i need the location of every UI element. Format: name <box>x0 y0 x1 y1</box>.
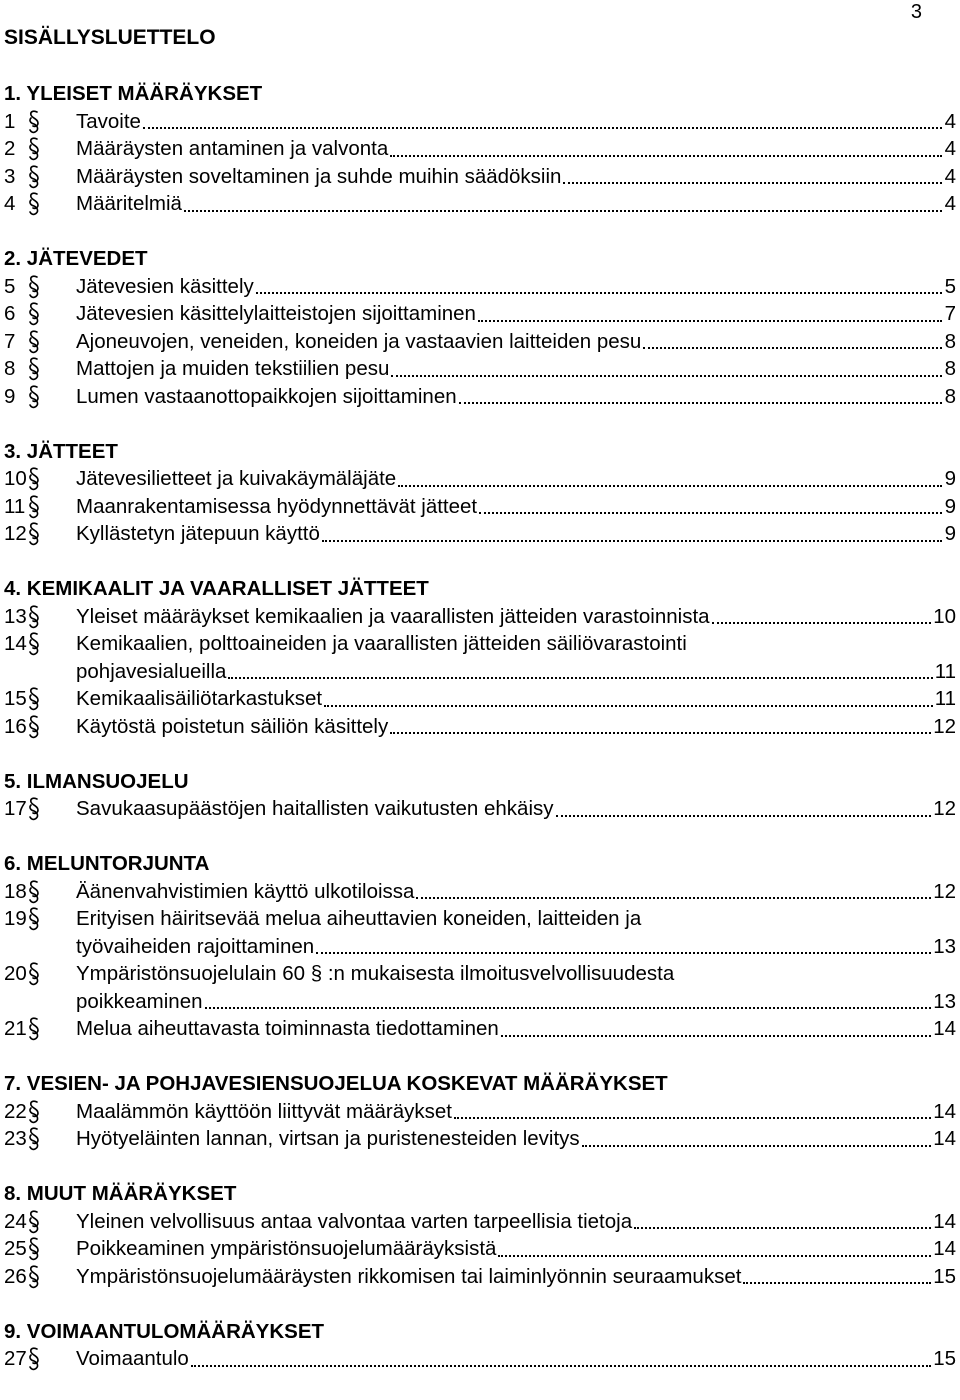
dot-leader <box>390 732 931 734</box>
dot-leader <box>256 292 942 294</box>
dot-leader <box>391 375 942 377</box>
section-sign-icon <box>26 878 76 904</box>
entry-title: Kyllästetyn jätepuun käyttö <box>76 522 320 545</box>
dot-leader <box>582 1145 932 1147</box>
dot-leader <box>478 320 942 322</box>
entry-page-number: 11 <box>934 687 956 710</box>
entry-title: Kemikaalien, polttoaineiden ja vaarallisten jätteiden säiliövarastointi <box>76 632 687 655</box>
entry-page-number: 14 <box>933 1127 956 1150</box>
document-title: SISÄLLYSLUETTELO <box>4 26 216 49</box>
section-sign-icon <box>26 355 76 381</box>
section-sign-icon <box>26 1208 76 1234</box>
section-sign-icon <box>26 520 76 546</box>
entry-number: 1 <box>4 109 16 133</box>
entry-title: Ympäristönsuojelumääräysten rikkomisen tai laiminlyönnin seuraamukset <box>76 1264 742 1288</box>
toc-entry <box>4 905 956 960</box>
section-sign-icon <box>26 603 76 629</box>
entry-page-number: 14 <box>933 1237 956 1260</box>
dot-leader <box>143 127 942 129</box>
toc-entry <box>4 630 956 685</box>
entry-page-number: 13 <box>933 989 956 1013</box>
section-sign-icon <box>26 493 76 519</box>
entry-title: Jätevesien käsittely <box>76 274 254 298</box>
entry-title: Poikkeaminen ympäristönsuojelumääräyksistä <box>76 1237 497 1260</box>
entry-number: 27 <box>4 1347 27 1370</box>
entry-page-number: 7 <box>944 302 956 325</box>
dot-leader <box>634 1227 931 1229</box>
toc-entry <box>4 713 956 741</box>
dot-leader <box>191 1365 931 1367</box>
toc-section <box>4 768 956 823</box>
entry-number: 8 <box>4 357 16 380</box>
entry-page-number: 12 <box>933 714 956 738</box>
entry-number: 25 <box>4 1237 27 1260</box>
entry-number: 17 <box>4 797 27 820</box>
entry-page-number: 8 <box>944 384 956 408</box>
dot-leader <box>743 1282 931 1284</box>
toc-entry <box>4 1235 956 1263</box>
entry-title: Ympäristönsuojelulain 60 § :n mukaisesta ilmoitusvelvollisuudesta <box>76 962 675 985</box>
entry-page-number: 14 <box>933 1017 956 1040</box>
entry-page-number: 9 <box>944 522 956 545</box>
entry-page-number: 15 <box>933 1347 956 1370</box>
dot-leader <box>184 210 942 212</box>
entry-number: 6 <box>4 302 16 325</box>
toc-entry <box>4 383 956 411</box>
section-sign-icon <box>26 383 76 409</box>
entry-number: 2 <box>4 137 16 160</box>
entry-number: 18 <box>4 879 27 903</box>
entry-number: 20 <box>4 962 27 985</box>
dot-leader <box>563 182 942 184</box>
entry-page-number: 4 <box>944 109 956 133</box>
section-heading: 6. MELUNTORJUNTA <box>4 852 210 875</box>
toc-entry <box>4 273 956 301</box>
section-sign-icon <box>26 1015 76 1041</box>
entry-number: 5 <box>4 274 16 298</box>
entry-title: Kemikaalisäiliötarkastukset <box>76 687 323 710</box>
entry-page-number: 9 <box>944 494 956 518</box>
entry-page-number: 15 <box>933 1264 956 1288</box>
entry-title: Tavoite <box>76 109 141 133</box>
entry-page-number: 14 <box>933 1099 956 1123</box>
entry-number: 14 <box>4 632 27 655</box>
section-heading: 9. VOIMAANTULOMÄÄRÄYKSET <box>4 1319 325 1343</box>
entry-title: Hyötyeläinten lannan, virtsan ja puristenesteiden levitys <box>76 1127 580 1150</box>
entry-page-number: 9 <box>944 467 956 490</box>
toc-entry <box>4 960 956 1015</box>
toc-entry <box>4 328 956 356</box>
dot-leader <box>390 155 942 157</box>
entry-title: Käytöstä poistetun säiliön käsittely <box>76 714 389 738</box>
entry-number: 3 <box>4 164 16 188</box>
entry-page-number: 4 <box>944 164 956 188</box>
entry-page-number: 4 <box>944 137 956 160</box>
entry-page-number: 11 <box>934 659 956 683</box>
toc-entry <box>4 190 956 218</box>
entry-page-number: 4 <box>944 192 956 215</box>
entry-title: työvaiheiden rajoittaminen <box>76 934 315 958</box>
entry-title: Voimaantulo <box>76 1347 189 1370</box>
section-sign-icon <box>26 190 76 216</box>
toc-section <box>4 1318 956 1373</box>
entry-number: 24 <box>4 1209 27 1233</box>
toc-entry <box>4 1098 956 1126</box>
entry-title: Savukaasupäästöjen haitallisten vaikutusten ehkäisy <box>76 797 554 820</box>
section-sign-icon <box>26 1345 76 1371</box>
entry-title: Lumen vastaanottopaikkojen sijoittaminen <box>76 384 457 408</box>
section-sign-icon <box>26 1263 76 1289</box>
entry-page-number: 12 <box>933 797 956 820</box>
toc-entry <box>4 163 956 191</box>
section-sign-icon <box>26 905 76 931</box>
entry-title: poikkeaminen <box>76 989 203 1013</box>
dot-leader <box>316 952 931 954</box>
section-heading: 3. JÄTTEET <box>4 439 118 463</box>
page-number: 3 <box>910 1 922 23</box>
toc-entry <box>4 603 956 631</box>
dot-leader <box>416 897 931 899</box>
entry-number: 4 <box>4 192 16 215</box>
entry-page-number: 8 <box>944 329 956 353</box>
section-sign-icon <box>26 465 76 491</box>
toc-entry <box>4 685 956 713</box>
entry-title: Mattojen ja muiden tekstiilien pesu <box>76 357 390 380</box>
dot-leader <box>228 677 932 679</box>
entry-number: 19 <box>4 907 27 930</box>
entry-number: 22 <box>4 1099 27 1123</box>
toc-section <box>4 1070 956 1153</box>
dot-leader <box>459 402 942 404</box>
entry-title: Maalämmön käyttöön liittyvät määräykset <box>76 1099 452 1123</box>
entry-title: Maanrakentamisessa hyödynnettävät jätteet <box>76 494 478 518</box>
entry-number: 21 <box>4 1017 27 1040</box>
section-heading: 5. ILMANSUOJELU <box>4 769 189 793</box>
entry-number: 10 <box>4 467 27 490</box>
dot-leader <box>643 347 942 349</box>
dot-leader <box>479 512 942 514</box>
section-heading: 4. KEMIKAALIT JA VAARALLISET JÄTTEET <box>4 577 429 600</box>
entry-title: Määräysten antaminen ja valvonta <box>76 137 389 160</box>
toc-section <box>4 80 956 218</box>
entry-page-number: 10 <box>933 604 956 628</box>
entry-number: 13 <box>4 604 27 628</box>
toc-entry <box>4 108 956 136</box>
entry-title: Melua aiheuttavasta toiminnasta tiedottaminen <box>76 1017 499 1040</box>
section-sign-icon <box>26 163 76 189</box>
toc-entry <box>4 493 956 521</box>
toc-section <box>4 850 956 1043</box>
section-sign-icon <box>26 685 76 711</box>
section-sign-icon <box>26 713 76 739</box>
entry-number: 7 <box>4 329 16 353</box>
toc-entry <box>4 465 956 493</box>
entry-title: Jätevesien käsittelylaitteistojen sijoittaminen <box>76 302 476 325</box>
dot-leader <box>501 1035 931 1037</box>
toc-entry <box>4 355 956 383</box>
entry-page-number: 12 <box>933 879 956 903</box>
dot-leader <box>712 622 932 624</box>
entry-number: 26 <box>4 1264 27 1288</box>
entry-page-number: 14 <box>933 1209 956 1233</box>
toc-entry <box>4 135 956 163</box>
section-sign-icon <box>26 1098 76 1124</box>
section-sign-icon <box>26 300 76 326</box>
entry-title: Yleiset määräykset kemikaalien ja vaarallisten jätteiden varastoinnista <box>76 604 710 628</box>
section-sign-icon <box>26 1125 76 1151</box>
entry-title: Yleinen velvollisuus antaa valvontaa varten tarpeellisia tietoja <box>76 1209 633 1233</box>
dot-leader <box>322 540 942 542</box>
toc-section <box>4 245 956 410</box>
toc-entry <box>4 300 956 328</box>
section-heading: 2. JÄTEVEDET <box>4 247 148 270</box>
toc-section <box>4 1180 956 1290</box>
entry-title: Ajoneuvojen, veneiden, koneiden ja vastaavien laitteiden pesu <box>76 329 642 353</box>
dot-leader <box>398 485 942 487</box>
entry-title: Äänenvahvistimien käyttö ulkotiloissa <box>76 879 415 903</box>
section-sign-icon <box>26 135 76 161</box>
section-sign-icon <box>26 328 76 354</box>
entry-title: Määräysten soveltaminen ja suhde muihin säädöksiin <box>76 164 562 188</box>
toc-section <box>4 575 956 740</box>
section-sign-icon <box>26 108 76 134</box>
entry-title: Erityisen häiritsevää melua aiheuttavien koneiden, laitteiden ja <box>76 907 642 930</box>
section-sign-icon <box>26 960 76 986</box>
section-heading: 1. YLEISET MÄÄRÄYKSET <box>4 82 263 105</box>
section-sign-icon <box>26 630 76 656</box>
dot-leader <box>498 1255 931 1257</box>
entry-number: 11 <box>4 494 26 518</box>
section-heading: 7. VESIEN- JA POHJAVESIENSUOJELUA KOSKEVAT MÄÄRÄYKSET <box>4 1072 668 1095</box>
toc-entry <box>4 1015 956 1043</box>
dot-leader <box>324 705 933 707</box>
entry-number: 12 <box>4 522 27 545</box>
entry-page-number: 5 <box>944 274 956 298</box>
dot-leader <box>556 815 932 817</box>
toc-entry <box>4 1125 956 1153</box>
entry-number: 15 <box>4 687 27 710</box>
entry-title: Jätevesilietteet ja kuivakäymäläjäte <box>76 467 397 490</box>
section-heading: 8. MUUT MÄÄRÄYKSET <box>4 1182 237 1205</box>
dot-leader <box>454 1117 931 1119</box>
toc-entry <box>4 878 956 906</box>
entry-number: 16 <box>4 714 27 738</box>
dot-leader <box>205 1007 932 1009</box>
section-sign-icon <box>26 795 76 821</box>
toc-entry <box>4 1345 956 1373</box>
table-of-contents <box>4 80 956 1400</box>
section-sign-icon <box>26 273 76 299</box>
entry-title: Määritelmiä <box>76 192 182 215</box>
toc-entry <box>4 1263 956 1291</box>
toc-entry <box>4 795 956 823</box>
entry-page-number: 13 <box>933 934 956 958</box>
entry-title: pohjavesialueilla <box>76 659 227 683</box>
toc-section <box>4 438 956 548</box>
toc-entry <box>4 1208 956 1236</box>
entry-number: 23 <box>4 1127 27 1150</box>
entry-number: 9 <box>4 384 16 408</box>
toc-entry <box>4 520 956 548</box>
entry-page-number: 8 <box>944 357 956 380</box>
section-sign-icon <box>26 1235 76 1261</box>
